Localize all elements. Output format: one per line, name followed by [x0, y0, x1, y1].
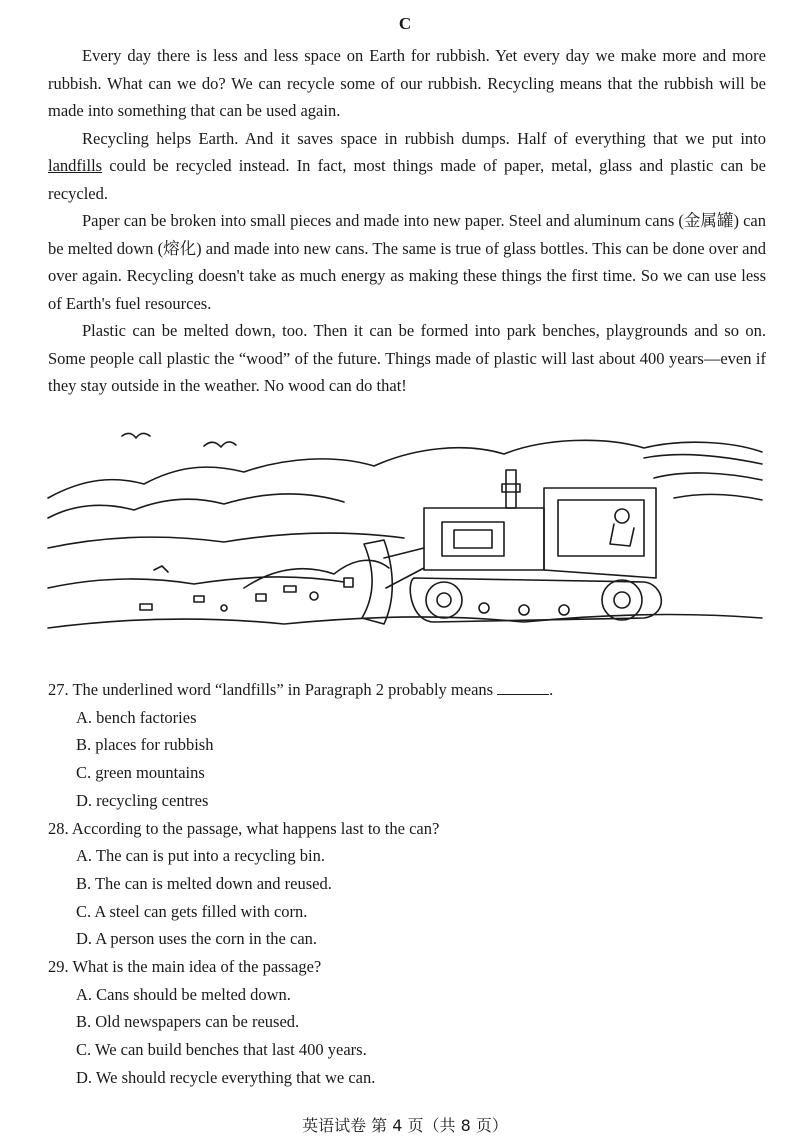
- question-list: [48, 676, 766, 1092]
- paragraph-3: [48, 207, 766, 317]
- question-stem: 29. What is the main idea of the passage?: [48, 957, 322, 977]
- option-b: B. places for rubbish: [76, 735, 214, 755]
- answer-blank: [497, 680, 549, 695]
- option-c: C. We can build benches that last 400 years.: [76, 1040, 367, 1060]
- paragraph-text: Recycling helps Earth. And it saves space in rubbish dumps. Half of everything that we put into: [82, 128, 766, 148]
- option-a: A. The can is put into a recycling bin.: [76, 846, 325, 866]
- rubbish-pile-icon: [140, 560, 389, 611]
- option-d: D. We should recycle everything that we can.: [76, 1067, 376, 1087]
- page-footer: 英语试卷 第 4 页（共 8 页）: [302, 1116, 508, 1135]
- option-d: D. A person uses the corn in the can.: [76, 929, 318, 949]
- paragraph-text: Every day there is less and less space on Earth for rubbish. Yet every day we make more and more rubbish. What can we do? We can recycle some of our rubbish. Recycling means that the rubbish will be made into something that can be used again.: [48, 46, 766, 120]
- option-b: B. The can is melted down and reused.: [76, 873, 332, 893]
- paragraph-2: [48, 125, 766, 208]
- bulldozer-icon: [362, 470, 661, 624]
- option-a: A. Cans should be melted down.: [76, 984, 291, 1004]
- paragraph-4: [48, 317, 766, 400]
- question-stem-end: .: [549, 680, 554, 699]
- question-stem: 28. According to the passage, what happens last to the can?: [48, 818, 440, 838]
- question-27: [48, 676, 766, 815]
- underlined-word: landfills: [48, 156, 103, 175]
- paragraph-text: Paper can be broken into small pieces and made into new paper. Steel and aluminum cans (金属罐) can be melted down (熔化) and made into new cans. The same is true of glass bottles. This can be done over and over again. Recycling doesn't take as much energy as making these things the first time. So we can use less of Earth's fuel resources.: [48, 211, 766, 313]
- option-b: B. Old newspapers can be reused.: [76, 1012, 300, 1032]
- bird-icon: [204, 442, 236, 447]
- paragraph-1: [48, 42, 766, 125]
- question-28: [48, 815, 766, 954]
- option-a: A. bench factories: [76, 707, 197, 727]
- bulldozer-landfill-illustration: [44, 418, 766, 658]
- paragraph-text: Plastic can be melted down, too. Then it can be formed into park benches, playgrounds and so on. Some people call plastic the “wood” of the future. Things made of plastic will last about 400 years—even if they stay outside in the weather. No wood can do that!: [48, 321, 766, 395]
- paragraph-text: could be recycled instead. In fact, most things made of paper, metal, glass and plastic can be recycled.: [48, 156, 766, 203]
- question-29: [48, 953, 766, 1092]
- section-heading: C: [398, 14, 412, 33]
- hills-icon: [48, 440, 762, 498]
- option-c: C. A steel can gets filled with corn.: [76, 901, 308, 921]
- question-stem: [48, 676, 766, 704]
- option-d: D. recycling centres: [76, 790, 209, 810]
- question-stem-text: 27. The underlined word “landfills” in Paragraph 2 probably means: [48, 680, 494, 699]
- reading-passage: [48, 42, 766, 400]
- option-c: C. green mountains: [76, 763, 205, 783]
- bird-icon: [122, 433, 150, 438]
